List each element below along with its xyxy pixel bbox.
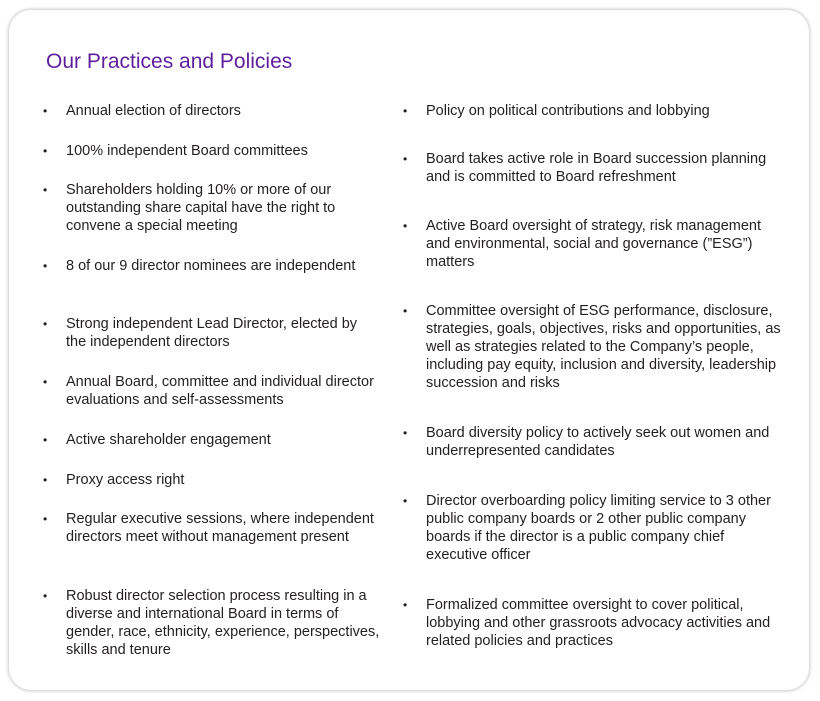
bullet-icon: • <box>403 219 408 233</box>
bullet-icon: • <box>43 473 48 487</box>
bullet-icon: • <box>43 104 48 118</box>
bullet-icon: • <box>43 144 48 158</box>
list-item-text: 100% independent Board committees <box>66 143 308 159</box>
bullet-icon: • <box>43 317 48 331</box>
bullet-icon: • <box>403 494 408 508</box>
list-item <box>41 587 381 659</box>
bullet-icon: • <box>43 512 48 526</box>
practices-card <box>9 10 809 690</box>
bullet-icon: • <box>403 598 408 612</box>
list-item <box>41 102 381 120</box>
list-item <box>41 315 381 351</box>
bullet-icon: • <box>43 375 48 389</box>
list-item <box>41 142 381 160</box>
list-item-text: Annual election of directors <box>66 103 241 119</box>
bullet-icon: • <box>403 426 408 440</box>
bullet-icon: • <box>43 259 48 273</box>
list-item-text: Strong independent Lead Director, elected by the independent directors <box>66 316 358 350</box>
list-item <box>41 181 381 235</box>
list-item-text: Active Board oversight of strategy, risk management and environmental, social and governance (”ESG”) matters <box>426 218 761 270</box>
page-title: Our Practices and Policies <box>46 50 293 73</box>
bullet-icon: • <box>43 433 48 447</box>
list-item <box>401 150 786 186</box>
bullet-icon: • <box>403 304 408 318</box>
list-item-text: Active shareholder engagement <box>66 432 271 448</box>
list-item-text: Board takes active role in Board succession planning and is committed to Board refreshment <box>426 151 767 185</box>
list-item <box>401 596 786 650</box>
list-item-text: Formalized committee oversight to cover political, lobbying and other grassroots advocacy activities and related policies and practices <box>426 597 771 649</box>
list-item <box>401 424 786 460</box>
list-item <box>401 492 786 564</box>
list-item-text: Annual Board, committee and individual director evaluations and self-assessments <box>66 374 374 408</box>
list-item-text: Director overboarding policy limiting service to 3 other public company boards or 2 other public company boards if the director is a public company chief executive officer <box>426 493 771 563</box>
list-item <box>41 431 381 449</box>
bullet-icon: • <box>403 104 408 118</box>
list-item-text: Robust director selection process resulting in a diverse and international Board in terms of gender, race, ethnicity, experience, perspectives, skills and tenure <box>66 588 380 658</box>
bullet-icon: • <box>403 152 408 166</box>
list-item-text: Board diversity policy to actively seek out women and underrepresented candidates <box>426 425 770 459</box>
list-item-text: Proxy access right <box>66 472 185 488</box>
list-item <box>401 302 786 392</box>
list-item <box>41 510 381 546</box>
list-item <box>401 217 786 271</box>
list-item <box>41 373 381 409</box>
list-item-text: Committee oversight of ESG performance, disclosure, strategies, goals, objectives, risks and opportunities, as well as strategies related to the Company’s people, including pay equity, inclusion and diversity, leadership succession and risks <box>426 303 781 391</box>
list-item-text: Policy on political contributions and lobbying <box>426 103 710 119</box>
list-item <box>41 471 381 489</box>
bullet-icon: • <box>43 183 48 197</box>
bullet-icon: • <box>43 589 48 603</box>
list-item-text: 8 of our 9 director nominees are independent <box>66 258 356 274</box>
list-item <box>401 102 786 120</box>
list-item <box>41 257 381 275</box>
list-item-text: Regular executive sessions, where independent directors meet without management present <box>66 511 374 545</box>
list-item-text: Shareholders holding 10% or more of our outstanding share capital have the right to convene a special meeting <box>66 182 336 234</box>
